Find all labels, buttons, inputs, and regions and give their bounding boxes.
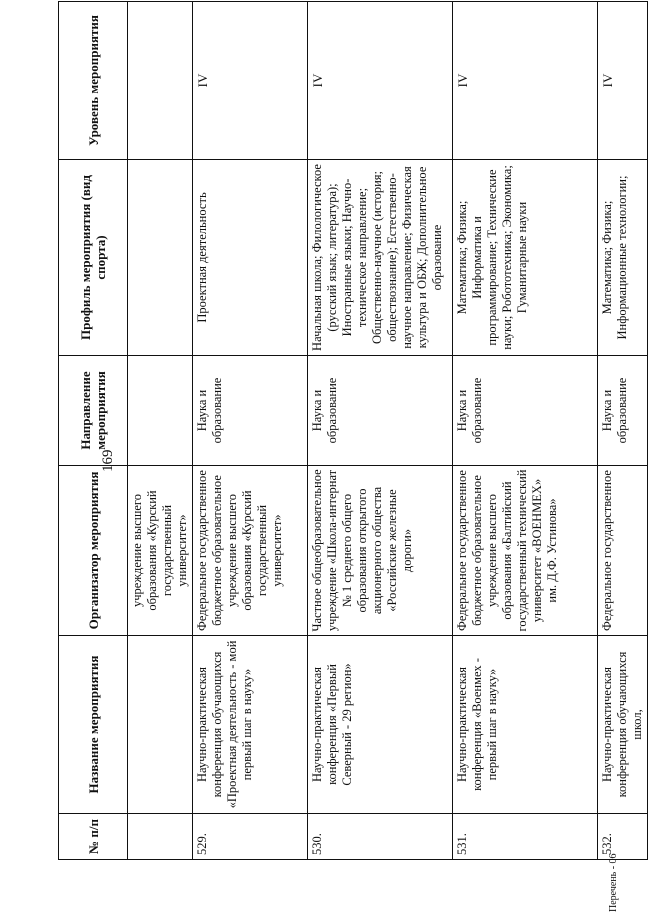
table-row <box>453 2 598 860</box>
row-num: 531. <box>453 814 598 860</box>
header-num: № п/п <box>59 814 128 860</box>
table-row <box>193 2 308 860</box>
table-row <box>598 2 648 860</box>
event-direction <box>128 356 193 466</box>
footer-note: Перечень - 06 <box>608 853 619 912</box>
event-name: Научно-практическая конференция «Первый Северный - 29 регион» <box>308 636 453 814</box>
header-direction: Направление мероприятия <box>59 356 128 466</box>
table-row <box>308 2 453 860</box>
event-organizer: Частное общеобразовательное учреждение «Школа-интернат № 1 среднего общего образования открытого акционерного общества «Российские железные дороги» <box>308 466 453 636</box>
header-name: Название мероприятия <box>59 636 128 814</box>
event-level <box>128 2 193 160</box>
header-level: Уровень мероприятия <box>59 2 128 160</box>
event-name: Научно-практическая конференция обучающихся школ, <box>598 636 648 814</box>
event-organizer: Федеральное государственное бюджетное образовательное учреждение высшего образования «Курский государственный университет» <box>193 466 308 636</box>
event-profile: Математика; Физика; Информатика и программирование; Технические науки; Робототехника; Экономика; Гуманитарные науки <box>453 160 598 356</box>
row-num <box>128 814 193 860</box>
event-direction: Наука и образование <box>308 356 453 466</box>
event-profile: Начальная школа; Филологическое (русский язык; литература); Иностранные языки; Научно-техническое направление; Общественно-научное (история; обществознание); Естественно-научное направление; Физическая культура и ОБЖ; Дополнительное образование <box>308 160 453 356</box>
event-organizer: учреждение высшего образования «Курский государственный университет» <box>128 466 193 636</box>
row-num: 529. <box>193 814 308 860</box>
event-direction: Наука и образование <box>453 356 598 466</box>
page-number: 169 <box>100 449 116 472</box>
event-level: IV <box>193 2 308 160</box>
table-row <box>128 2 193 860</box>
event-level: IV <box>598 2 648 160</box>
event-name: Научно-практическая конференция «Военмех - первый шаг в науку» <box>453 636 598 814</box>
event-profile: Математика; Физика; Информационные технологии; <box>598 160 648 356</box>
event-profile: Проектная деятельность <box>193 160 308 356</box>
event-name: Научно-практическая конференция обучающихся «Проектная деятельность - мой первый шаг в науку» <box>193 636 308 814</box>
header-organizer: Организатор мероприятия <box>59 466 128 636</box>
events-table <box>58 1 648 860</box>
event-direction: Наука и образование <box>598 356 648 466</box>
table-header-row <box>59 2 128 860</box>
event-organizer: Федеральное государственное бюджетное образовательное учреждение высшего образования «Балтийский государственный технический университет «ВОЕНМЕХ» им. Д.Ф. Устинова» <box>453 466 598 636</box>
row-num: 530. <box>308 814 453 860</box>
event-profile <box>128 160 193 356</box>
event-direction: Наука и образование <box>193 356 308 466</box>
header-profile: Профиль мероприятия (вид спорта) <box>59 160 128 356</box>
event-organizer: Федеральное государственное <box>598 466 648 636</box>
row-num: 532. <box>598 814 648 860</box>
event-name <box>128 636 193 814</box>
event-level: IV <box>308 2 453 160</box>
event-level: IV <box>453 2 598 160</box>
